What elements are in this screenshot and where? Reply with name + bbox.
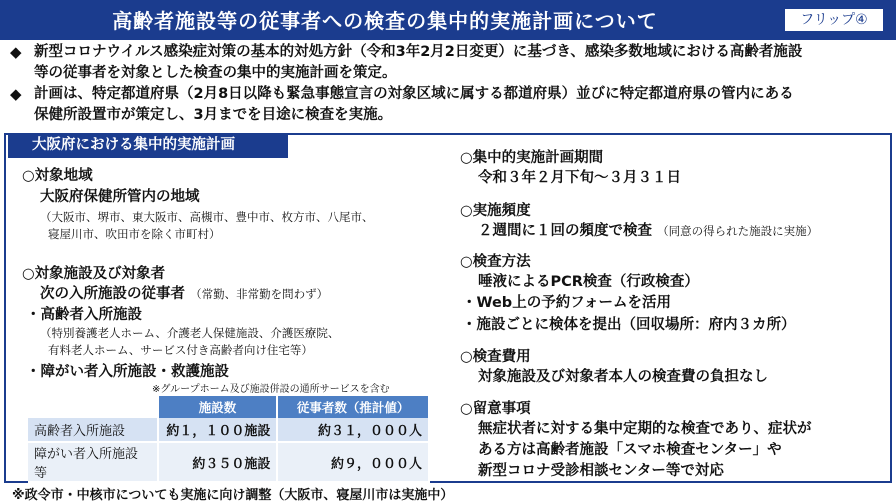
summary-bullets	[6, 42, 890, 126]
diamond-bullet-icon: ◆	[10, 43, 22, 61]
area-note: 寝屋川市、吹田市を除く市町村）	[48, 227, 221, 241]
table-cell: 約３５０施設	[158, 442, 278, 482]
elderly-facility-label: ・高齢者入所施設	[26, 303, 142, 324]
table-cell: 障がい者入所施設等	[28, 442, 158, 482]
elderly-facility-note: （特別養護老人ホーム、介護老人保健施設、介護医療院、	[40, 326, 340, 340]
table-header-cell: 従事者数（推計値）	[277, 396, 429, 418]
bullet-item	[6, 84, 890, 126]
method-value: 唾液によるPCR検査（行政検査）	[478, 270, 699, 291]
table-row	[28, 418, 429, 442]
bullet-line: 保健所設置市が策定し、3月までを目途に検査を実施。	[34, 107, 393, 123]
cost-heading: ○検査費用	[460, 349, 531, 365]
table-row	[28, 442, 429, 482]
notes-line: 無症状者に対する集中定期的な検査であり、症状が	[478, 421, 812, 437]
facility-heading: ○対象施設及び対象者	[22, 266, 166, 282]
bullet-line: 新型コロナウイルス感染症対策の基本的対処方針（令和3年2月2日変更）に基づき、感染多数地域における高齢者施設	[34, 44, 803, 60]
elderly-facility-note: 有料老人ホーム、サービス付き高齢者向け住宅等）	[48, 343, 313, 357]
frequency-heading: ○実施頻度	[460, 203, 531, 219]
frequency-value: ２週間に１回の頻度で検査	[478, 219, 652, 240]
facility-table	[28, 396, 430, 483]
table-cell: 高齢者入所施設	[28, 418, 158, 442]
area-note: （大阪市、堺市、東大阪市、高槻市、豊中市、枚方市、八尾市、	[40, 210, 374, 224]
table-cell: 約１，１００施設	[158, 418, 278, 442]
period-heading: ○集中的実施計画期間	[460, 150, 604, 166]
diamond-bullet-icon: ◆	[10, 85, 22, 103]
bullet-line: 等の従事者を対象とした検査の集中的実施計画を策定。	[34, 65, 397, 81]
area-value: 大阪府保健所管内の地域	[40, 185, 200, 206]
table-header-cell: 施設数	[158, 396, 278, 418]
table-header-cell	[28, 396, 158, 418]
area-heading: ○対象地域	[22, 168, 93, 184]
disabled-facility-label: ・障がい者入所施設・救護施設	[26, 360, 229, 381]
flip-label: フリップ④	[784, 8, 884, 32]
method-item: ・Web上の予約フォームを活用	[462, 295, 671, 311]
table-cell: 約９，０００人	[277, 442, 429, 482]
footnote-text: ※政令市・中核市についても実施に向け調整（大阪市、寝屋川市は実施中）	[12, 488, 454, 503]
bullet-line: 計画は、特定都道府県（2月8日以降も緊急事態宣言の対象区域に属する都道府県）並びに特定都道府県の管内にある	[34, 86, 794, 102]
title-bar	[0, 0, 896, 40]
frequency-note: （同意の得られた施設に実施）	[657, 224, 819, 238]
facility-line: 次の入所施設の従事者	[40, 286, 185, 302]
panel-tab-label: 大阪府における集中的実施計画	[8, 133, 288, 158]
bullet-item	[6, 42, 890, 84]
method-heading: ○検査方法	[460, 254, 531, 270]
table-header-row	[28, 396, 429, 418]
notes-heading: ○留意事項	[460, 401, 531, 417]
page-title: 高齢者施設等の従事者への検査の集中的実施計画について	[112, 9, 658, 33]
facility-line-note: （常勤、非常勤を問わず）	[190, 287, 329, 301]
footnote	[12, 484, 453, 503]
table-cell: 約３１，０００人	[277, 418, 429, 442]
notes-line: 新型コロナ受診相談センター等で対応	[478, 463, 724, 479]
notes-line: ある方は高齢者施設「スマホ検査センター」や	[478, 442, 782, 458]
period-value: 令和３年２月下旬～３月３１日	[478, 166, 681, 187]
cost-value: 対象施設及び対象者本人の検査費の負担なし	[478, 369, 768, 385]
disabled-facility-note: ※グループホーム及び施設併設の通所サービスを含む	[152, 384, 390, 395]
method-item: ・施設ごとに検体を提出（回収場所：府内３カ所）	[462, 317, 796, 333]
